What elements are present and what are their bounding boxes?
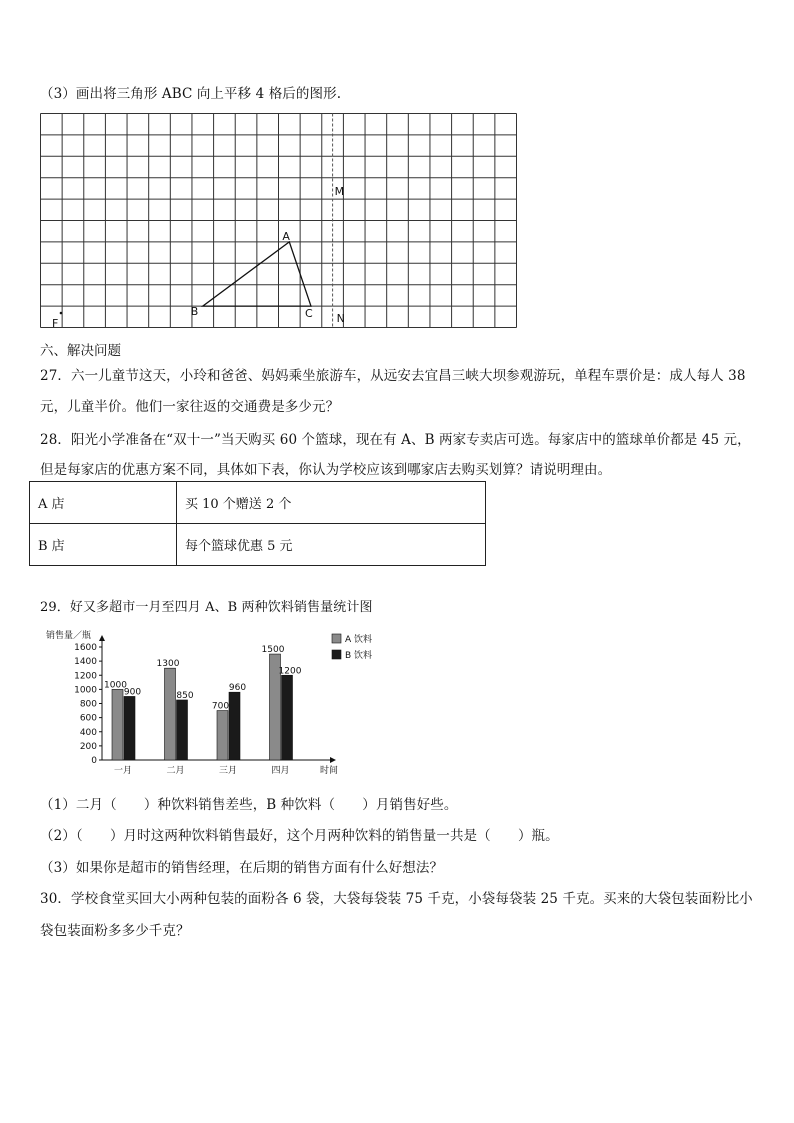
store-name: A 店 xyxy=(30,482,177,524)
bar-b xyxy=(124,696,135,760)
data-label: 960 xyxy=(228,683,247,694)
legend-swatch xyxy=(332,650,341,659)
store-offer-table xyxy=(29,481,486,566)
data-label: 850 xyxy=(176,690,194,701)
point-f xyxy=(60,312,63,315)
data-label: 700 xyxy=(211,701,230,712)
store-offer: 每个篮球优惠 5 元 xyxy=(177,524,486,566)
section-title: 六、解决问题 xyxy=(40,343,121,359)
sales-bar-chart xyxy=(40,626,385,776)
q28-line2: 但是每家店的优惠方案不同，具体如下表，你认为学校应该到哪家店去购买划算？请说明理由。 xyxy=(40,462,612,478)
label-b: B xyxy=(190,305,199,319)
q30-line2: 袋包装面粉多多少千克？ xyxy=(40,923,190,939)
data-label: 1300 xyxy=(156,659,180,670)
table-row xyxy=(30,524,486,566)
label-f: F xyxy=(52,317,59,328)
q29-sub2: （2）（ ）月时这两种饮料销售最好，这个月两种饮料的销售量一共是（ ）瓶。 xyxy=(40,828,559,844)
y-axis-label: 销售量／瓶 xyxy=(46,631,92,641)
y-tick-label: 800 xyxy=(79,699,97,710)
bar-a xyxy=(165,668,176,760)
chart-svg xyxy=(40,626,385,776)
legend-label: A 饮料 xyxy=(345,635,373,645)
data-label: 1200 xyxy=(278,666,302,677)
y-axis-arrow xyxy=(99,635,105,641)
label-c: C xyxy=(304,307,313,321)
y-tick-label: 1000 xyxy=(74,685,97,696)
q30-line1: 30．学校食堂买回大小两种包装的面粉各 6 袋，大袋每袋装 75 千克，小袋每袋装 25 千克。买来的大袋包装面粉比小 xyxy=(40,891,753,907)
q29-sub1: （1）二月（ ）种饮料销售差些，B 种饮料（ ）月销售好些。 xyxy=(40,797,458,813)
q29-title: 29．好又多超市一月至四月 A、B 两种饮料销售量统计图 xyxy=(40,600,373,615)
y-tick-label: 600 xyxy=(79,713,97,724)
y-tick-label: 1200 xyxy=(74,671,97,682)
q27-line2: 元，儿童半价。他们一家往返的交通费是多少元？ xyxy=(40,399,340,415)
y-tick-label: 400 xyxy=(79,727,97,738)
label-m: M xyxy=(334,185,345,199)
bar-a xyxy=(217,711,228,760)
bar-b xyxy=(282,675,293,760)
grid-svg xyxy=(40,113,517,328)
x-tick-label: 四月 xyxy=(271,766,290,776)
legend-label: B 饮料 xyxy=(345,651,373,661)
store-offer: 买 10 个赠送 2 个 xyxy=(177,482,486,524)
y-tick-label: 200 xyxy=(79,741,97,752)
coordinate-grid xyxy=(40,113,517,328)
legend-swatch xyxy=(332,634,341,643)
q29-sub3: （3）如果你是超市的销售经理，在后期的销售方面有什么好想法？ xyxy=(40,860,444,876)
store-name: B 店 xyxy=(30,524,177,566)
data-label: 1000 xyxy=(104,680,127,691)
label-n: N xyxy=(336,312,345,325)
q28-line1: 28．阳光小学准备在“双十一”当天购买 60 个篮球，现在有 A、B 两家专卖店可选。每家店中的篮球单价都是 45 元， xyxy=(40,432,751,448)
data-label: 900 xyxy=(123,687,142,698)
bar-b xyxy=(229,692,240,760)
x-tick-label: 三月 xyxy=(218,766,238,776)
q27-line1: 27．六一儿童节这天，小玲和爸爸、妈妈乘坐旅游车，从远安去宜昌三峡大坝参观游玩，单程车票价是：成人每人 38 xyxy=(40,368,746,384)
x-tick-label: 二月 xyxy=(166,766,185,776)
y-tick-label: 1400 xyxy=(74,657,97,668)
table-row xyxy=(30,482,486,524)
x-axis-label: 时间 xyxy=(320,766,339,776)
y-tick-label: 1600 xyxy=(74,643,97,653)
x-axis-arrow xyxy=(330,757,336,763)
data-label: 1500 xyxy=(261,645,285,656)
y-tick-label: 0 xyxy=(91,756,97,766)
bar-a xyxy=(112,689,123,760)
label-a: A xyxy=(282,229,290,243)
q3-instruction: （3）画出将三角形 ABC 向上平移 4 格后的图形. xyxy=(40,86,342,102)
bar-b xyxy=(177,700,188,760)
x-tick-label: 一月 xyxy=(113,766,133,776)
